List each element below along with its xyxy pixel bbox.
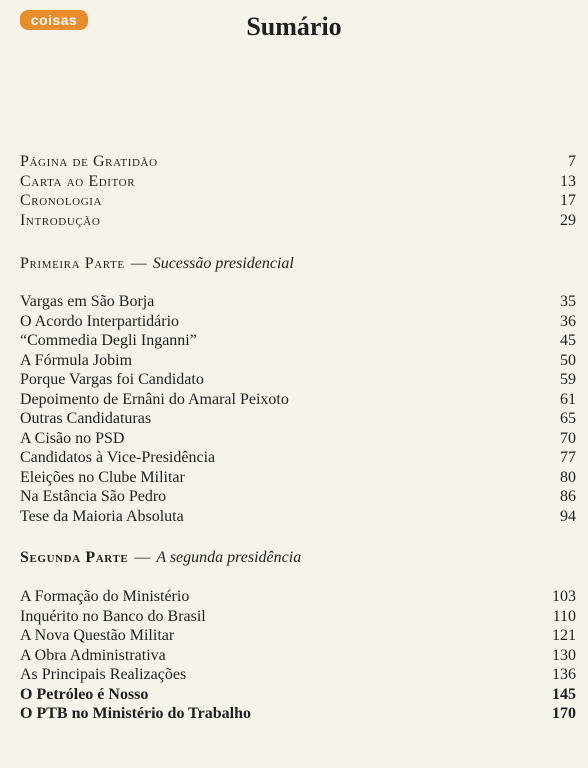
page-title: Sumário [246,12,342,41]
toc-entry-page: 130 [552,646,576,664]
part1-subtitle: Sucessão presidencial [152,255,294,272]
toc-entry[interactable] [20,665,576,685]
toc-entry-label: Candidatos à Vice-Presidência [20,449,216,466]
toc-entry-label: O PTB no Ministério do Trabalho [20,705,251,722]
toc-entry-label: O Acordo Interpartidário [20,312,180,330]
toc-entry[interactable] [20,292,576,312]
toc-entry-page: 59 [560,371,576,388]
toc-entry[interactable] [20,370,576,390]
toc-entry-label: Introdução [20,211,101,229]
part2-list [20,587,576,724]
toc-entry-label: Inquérito no Banco do Brasil [20,607,206,625]
toc-entry[interactable] [20,626,576,646]
toc-entry-label: Cronologia [20,192,103,209]
toc-entry-label: Vargas em São Borja [20,293,155,310]
toc-entry[interactable] [20,429,576,449]
part2-subtitle: A segunda presidência [156,549,302,566]
toc-entry-page: 29 [560,211,576,229]
toc-entry-page: 7 [568,153,576,170]
toc-entry-page: 86 [560,488,576,505]
toc-entry[interactable] [20,172,576,192]
toc-entry-label: Na Estância São Pedro [20,488,167,505]
toc-entry-page: 35 [560,293,576,310]
toc-entry-label: A Nova Questão Militar [20,627,175,644]
part1-heading [20,254,576,274]
toc-entry-label: A Fórmula Jobim [20,351,133,369]
toc-entry[interactable] [20,191,576,211]
toc-entry[interactable] [20,351,576,371]
toc-entry-label: Outras Candidaturas [20,410,152,427]
toc-entry[interactable] [20,507,576,527]
toc-entry-page: 70 [560,429,576,447]
toc-entry-label: Tese da Maioria Absoluta [20,507,184,525]
toc-entry-page: 45 [560,332,576,349]
toc-entry-label: “Commedia Degli Inganni” [20,332,197,349]
toc-entry[interactable] [20,704,576,724]
front-matter-list [20,152,576,230]
toc-entry[interactable] [20,409,576,429]
toc-entry-page: 170 [552,705,576,722]
toc-entry-page: 50 [560,351,576,369]
toc-entry[interactable] [20,312,576,332]
part1-dash: — [130,255,147,272]
toc-entry-page: 77 [560,449,576,466]
toc-entry-page: 94 [560,507,576,525]
toc-entry[interactable] [20,331,576,351]
toc-entry-label: A Obra Administrativa [20,646,166,664]
toc-entry-label: Carta ao Editor [20,172,136,190]
toc-entry[interactable] [20,685,576,705]
toc-entry-label: A Cisão no PSD [20,429,125,447]
part2-heading [20,548,576,568]
toc-entry-page: 136 [552,666,576,683]
toc-entry-page: 80 [560,468,576,486]
toc-entry[interactable] [20,607,576,627]
part1-label: Primeira Parte [20,255,125,272]
toc-entry[interactable] [20,487,576,507]
toc-entry-label: Página de Gratidão [20,153,158,170]
toc-entry[interactable] [20,152,576,172]
part2-label: Segunda Parte [20,549,129,566]
toc-entry-page: 110 [552,607,576,625]
toc-entry[interactable] [20,468,576,488]
toc-entry-label: O Petróleo é Nosso [20,685,149,703]
watermark-logo: coisas [20,10,88,30]
toc-entry[interactable] [20,646,576,666]
toc-entry-label: As Principais Realizações [20,666,187,683]
toc-entry[interactable] [20,390,576,410]
toc-entry-page: 61 [560,390,576,408]
toc-entry-page: 17 [560,192,576,209]
toc-entry[interactable] [20,211,576,231]
toc-entry-label: Depoimento de Ernâni do Amaral Peixoto [20,390,289,408]
toc-entry-page: 121 [552,627,576,644]
toc-entry-page: 145 [552,685,576,703]
toc-entry-page: 13 [560,172,576,190]
toc-entry-page: 103 [552,588,576,605]
toc-entry[interactable] [20,587,576,607]
toc-entry-page: 36 [560,312,576,330]
toc-entry-label: A Formação do Ministério [20,588,190,605]
toc-entry[interactable] [20,448,576,468]
toc-entry-label: Porque Vargas foi Candidato [20,371,204,388]
toc-entry-label: Eleições no Clube Militar [20,468,185,486]
toc-entry-page: 65 [560,410,576,427]
part2-dash: — [134,549,151,566]
part1-list [20,292,576,526]
